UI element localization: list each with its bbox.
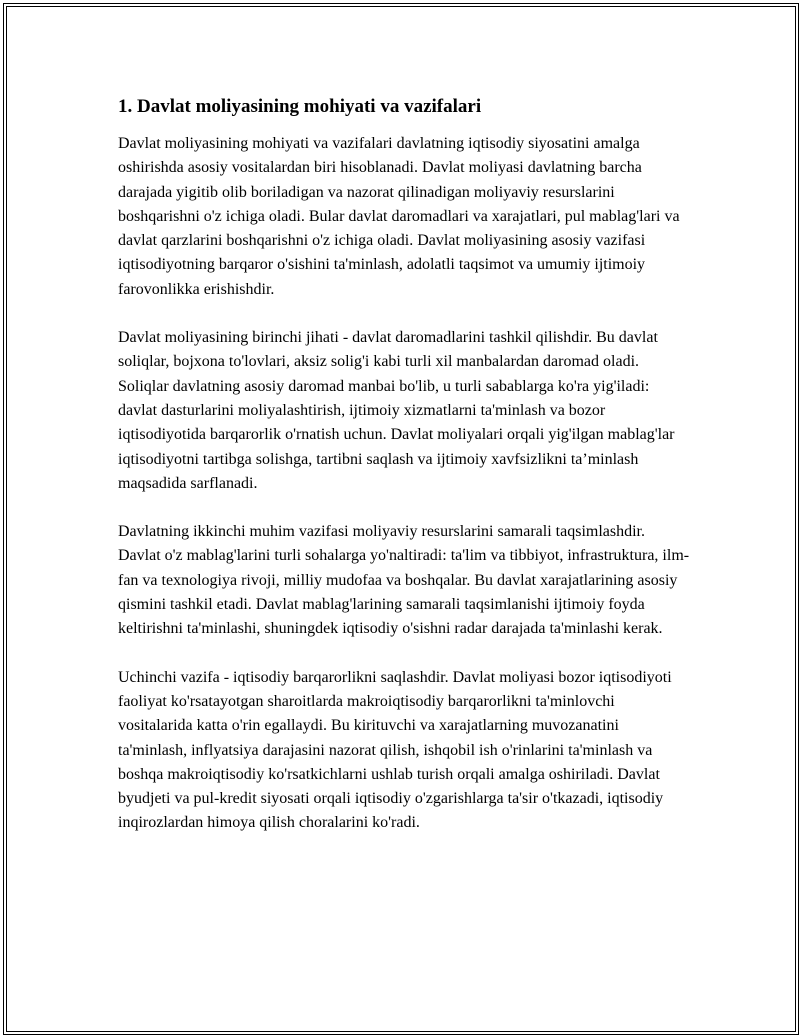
paragraph-4: Uchinchi vazifa - iqtisodiy barqarorlikni saqlashdir. Davlat moliyasi bozor iqtisodiyoti faoliyat ko'rsatayotgan sharoitlarda makroiqtisodiy barqarorlikni ta'minlovchi vositalarida katta o'rin egallaydi. Bu kirituvchi va xarajatlarning muvozanatini ta'minlash, inflyatsiya darajasini nazorat qilish, ishqobil ish o'rinlarini ta'minlash va boshqa makroiqtisodiy ko'rsatkichlarni ushlab turish orqali amalga oshiriladi. Davlat byudjeti va pul-kredit siyosati orqali iqtisodiy o'zgarishlarga ta'sir o'tkazadi, iqtisodiy inqirozlardan himoya qilish choralarini ko'radi. (118, 668, 672, 832)
paragraph-1: Davlat moliyasining mohiyati va vazifalari davlatning iqtisodiy siyosatini amalga oshirishda asosiy vositalardan biri hisoblanadi. Davlat moliyasi davlatning barcha darajada yigitib olib boriladigan va nazorat qilinadigan moliyaviy resurslarini boshqarishni o'z ichiga oladi. Bular davlat daromadlari va xarajatlari, pul mablag'lari va davlat qarzlarini boshqarishni o'z ichiga oladi. Davlat moliyasining asosiy vazifasi iqtisodiyotning barqaror o'sishini ta'minlash, adolatli taqsimot va umumiy ijtimoiy farovonlikka erishishdir. (118, 135, 680, 298)
section-heading: 1. Davlat moliyasining mohiyati va vazifalari (118, 96, 482, 117)
paragraph-2: Davlat moliyasining birinchi jihati - davlat daromadlarini tashkil qilishdir. Bu davlat soliqlar, bojxona to'lovlari, aksiz solig'i kabi turli xil manbalardan daromad oladi. Soliqlar davlatning asosiy daromad manbai bo'lib, u turli sabablarga ko'ra yig'iladi: davlat dasturlarini moliyalashtirish, ijtimoiy xizmatlarni ta'minlash va bozor iqtisodiyotida barqarorlik o'rnatish uchun. Davlat moliyalari orqali yig'ilgan mablag'lar iqtisodiyotni tartibga solishga, tartibni saqlash va ijtimoiy xavfsizlikni ta’minlash maqsadida sarflanadi. (118, 329, 675, 492)
document-body (118, 94, 690, 860)
paragraph-3: Davlatning ikkinchi muhim vazifasi moliyaviy resurslarini samarali taqsimlashdir. Davlat o'z mablag'larini turli sohalarga yo'naltiradi: ta'lim va tibbiyot, infrastruktura, ilm-fan va texnologiya rivoji, milliy mudofaa va boshqalar. Bu davlat xarajatlarining asosiy qismini tashkil etadi. Davlat mablag'larining samarali taqsimlanishi ijtimoiy foyda keltirishni ta'minlashi, shuningdek iqtisodiy o'sishni radar darajada ta'minlashi kerak. (118, 523, 690, 638)
